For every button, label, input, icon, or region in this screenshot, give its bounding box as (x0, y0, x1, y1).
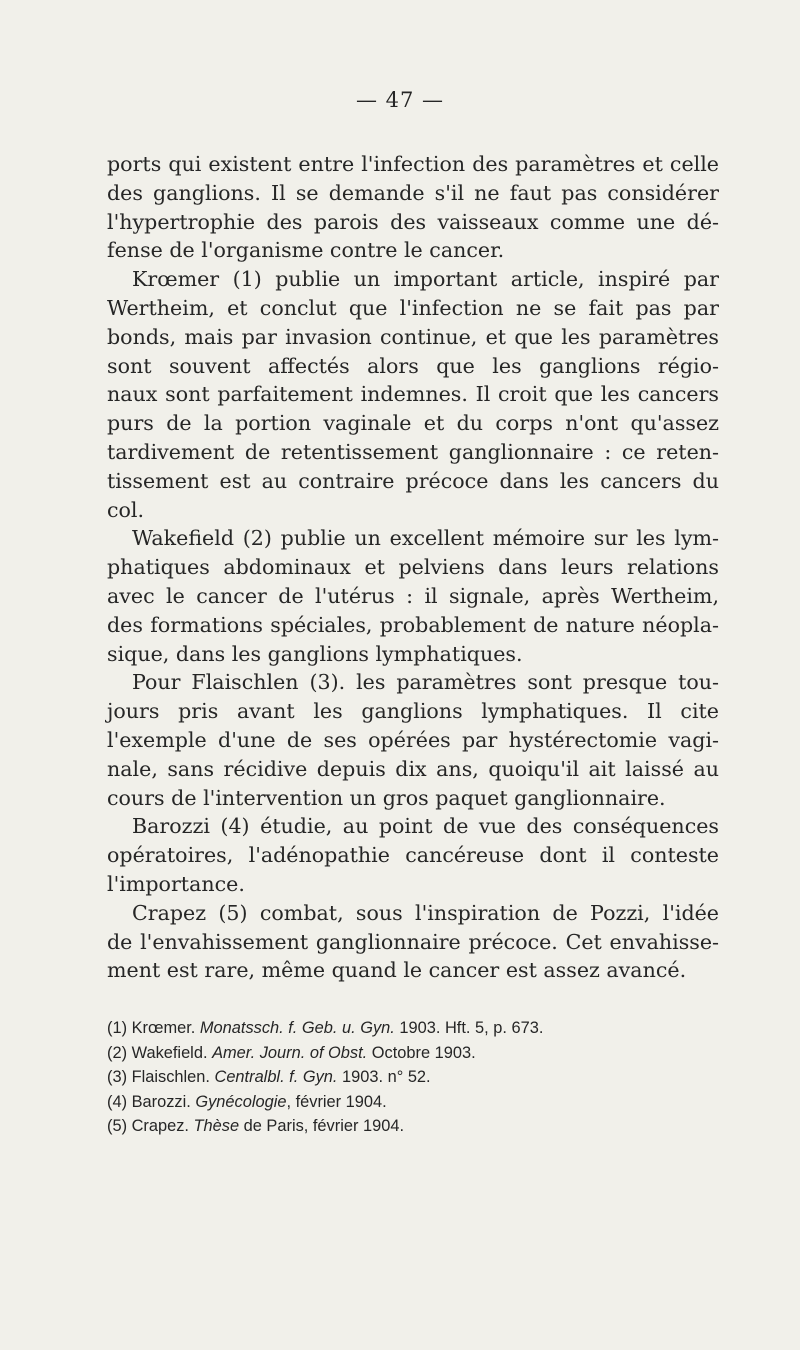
text-line: Wakefield (2) publie un excellent mémoire sur les lym- (132, 526, 719, 551)
text-line: ports qui existent entre l'infection des paramètres et celle (107, 152, 719, 176)
text-line: des ganglions. Il se demande s'il ne faut pas considérer (107, 180, 719, 205)
footnote-pre: (1) Krœmer. (107, 1019, 200, 1037)
footnote-italic: Monatssch. f. Geb. u. Gyn. (199, 1019, 395, 1037)
footnote-italic: Gynécologie (195, 1092, 287, 1111)
text-line: sique, dans les ganglions lymphatiques. (107, 641, 523, 666)
text-line: nale, sans récidive depuis dix ans, quoiqu'il ait laissé au (107, 756, 719, 781)
text-line: avec le cancer de l'utérus : il signale, après Wertheim, (107, 583, 719, 608)
paragraph (107, 668, 719, 812)
text-line: cours de l'intervention un gros paquet ganglionnaire. (107, 785, 666, 810)
footnote-post: de Paris, février 1904. (239, 1117, 404, 1136)
text-line: bonds, mais par invasion continue, et que les paramètres (107, 324, 719, 349)
text-line: col. (107, 497, 145, 522)
text-line: l'exemple d'une de ses opérées par hystérectomie vagi- (107, 727, 719, 752)
text-line: tissement est au contraire précoce dans les cancers du (107, 468, 719, 493)
text-line: Krœmer (1) publie un important article, inspiré par (132, 267, 719, 292)
paragraph (107, 812, 719, 898)
footnote-italic: Amer. Journ. of Obst. (212, 1043, 368, 1062)
text-line: de l'envahissement ganglionnaire précoce. Cet envahisse- (107, 929, 719, 954)
text-line: l'hypertrophie des parois des vaisseaux comme une dé- (107, 209, 719, 234)
text-line: sont souvent affectés alors que les ganglions régio- (107, 353, 719, 378)
text-line: Crapez (5) combat, sous l'inspiration de Pozzi, l'idée (132, 900, 719, 925)
text-line: fense de l'organisme contre le cancer. (107, 238, 505, 263)
footnote (107, 1065, 719, 1090)
footnote (107, 1090, 719, 1115)
footnote-pre: (5) Crapez. (107, 1117, 194, 1136)
text-line: phatiques abdominaux et pelviens dans leurs relations (107, 555, 719, 580)
text-line: ment est rare, même quand le cancer est assez avancé. (107, 958, 687, 983)
body-text (107, 150, 719, 985)
text-line: Wertheim, et conclut que l'infection ne se fait pas par (107, 295, 719, 320)
text-line: opératoires, l'adénopathie cancéreuse dont il conteste (107, 843, 719, 868)
paragraph (107, 524, 719, 668)
text-line: tardivement de retentissement ganglionnaire : ce reten- (107, 439, 719, 464)
footnote-italic: Thèse (193, 1117, 240, 1136)
footnote-pre: (3) Flaischlen. (107, 1068, 215, 1087)
text-line: des formations spéciales, probablement de nature néopla- (107, 612, 719, 637)
text-line: l'importance. (107, 871, 245, 896)
footnote (107, 1114, 719, 1139)
paragraph (107, 899, 719, 985)
footnote-post: 1903. n° 52. (337, 1068, 431, 1087)
footnote-post: Octobre 1903. (367, 1043, 476, 1062)
footnote-post: , février 1904. (286, 1092, 387, 1111)
paragraph (107, 265, 719, 524)
footnote-pre: (4) Barozzi. (107, 1092, 196, 1111)
footnote-italic: Centralbl. f. Gyn. (214, 1068, 338, 1087)
text-line: Pour Flaischlen (3). les paramètres sont presque tou- (132, 670, 719, 695)
footnote-post: 1903. Hft. 5, p. 673. (394, 1019, 544, 1037)
footnotes (107, 1016, 719, 1139)
footnote (107, 1041, 719, 1066)
page-number: — 47 — (355, 88, 445, 112)
text-line: purs de la portion vaginale et du corps n'ont qu'assez (107, 411, 719, 436)
text-line: Barozzi (4) étudie, au point de vue des conséquences (132, 814, 719, 839)
footnote-pre: (2) Wakefield. (107, 1043, 213, 1062)
paragraph (107, 150, 719, 265)
footnote (107, 1016, 719, 1041)
text-line: jours pris avant les ganglions lymphatiques. Il cite (107, 699, 719, 724)
text-line: naux sont parfaitement indemnes. Il croit que les cancers (107, 382, 719, 407)
